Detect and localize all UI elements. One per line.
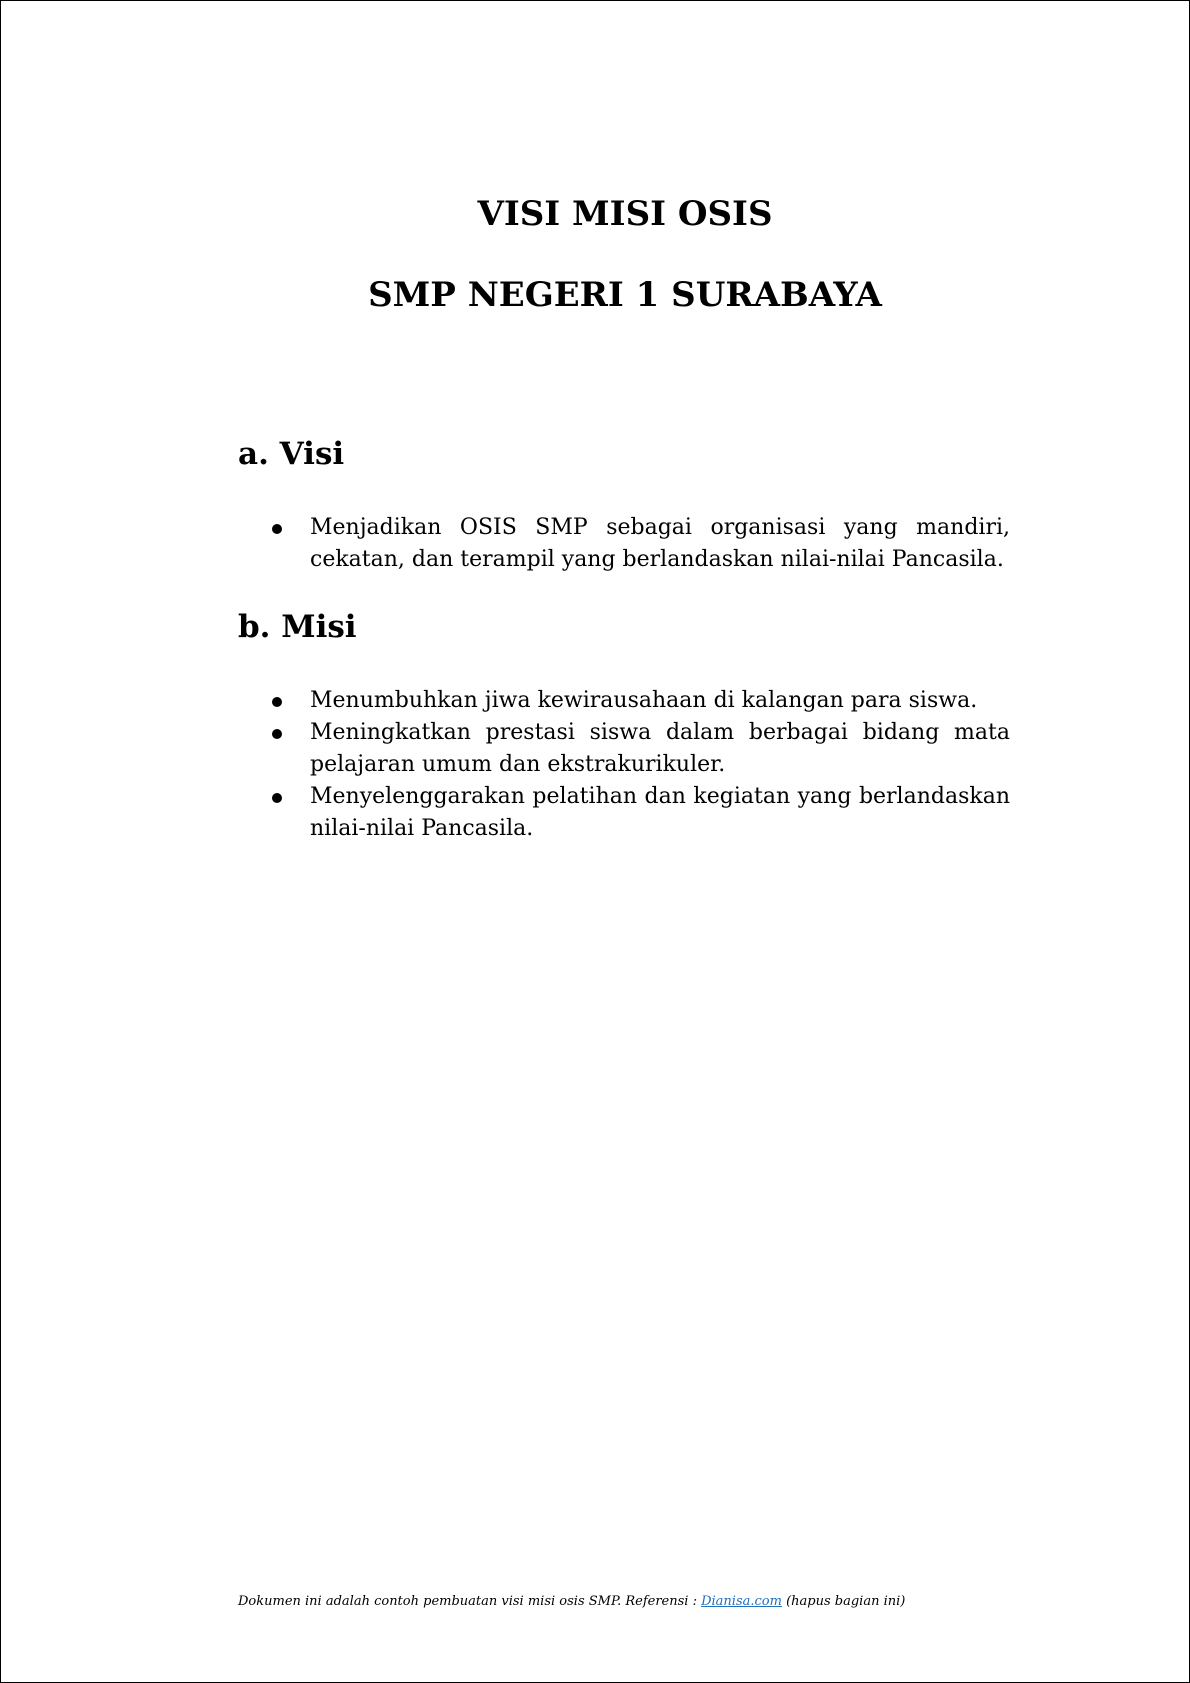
list-item-text: Meningkatkan prestasi siswa dalam berbagai bidang mata pelajaran umum dan ekstrakurikuler. <box>310 720 1010 777</box>
bullet-icon <box>272 793 282 803</box>
misi-heading: b. Misi <box>238 609 357 645</box>
bullet-icon <box>272 524 282 534</box>
list-item-text: Menyelenggarakan pelatihan dan kegiatan yang berlandaskan nilai-nilai Pancasila. <box>310 784 1010 841</box>
visi-heading: a. Visi <box>238 436 345 472</box>
document-subtitle: SMP NEGERI 1 SURABAYA <box>368 275 882 315</box>
footer-note <box>238 1594 905 1611</box>
list-item-text: Menjadikan OSIS SMP sebagai organisasi yang mandiri, cekatan, dan terampil yang berlandaskan nilai-nilai Pancasila. <box>310 515 1010 572</box>
footer-text-before: Dokumen ini adalah contoh pembuatan visi misi osis SMP. Referensi : <box>238 1594 702 1609</box>
footer-text-after: (hapus bagian ini) <box>781 1594 906 1609</box>
list-item <box>310 717 1010 781</box>
document-title: VISI MISI OSIS <box>477 194 773 234</box>
list-item <box>310 512 1010 576</box>
visi-list <box>310 512 1010 576</box>
bullet-icon <box>272 729 282 739</box>
reference-link[interactable]: Dianisa.com <box>701 1594 782 1609</box>
list-item <box>310 781 1010 845</box>
misi-list <box>310 685 1010 845</box>
bullet-icon <box>272 697 282 707</box>
list-item <box>310 685 1010 717</box>
list-item-text: Menumbuhkan jiwa kewirausahaan di kalangan para siswa. <box>310 688 978 713</box>
